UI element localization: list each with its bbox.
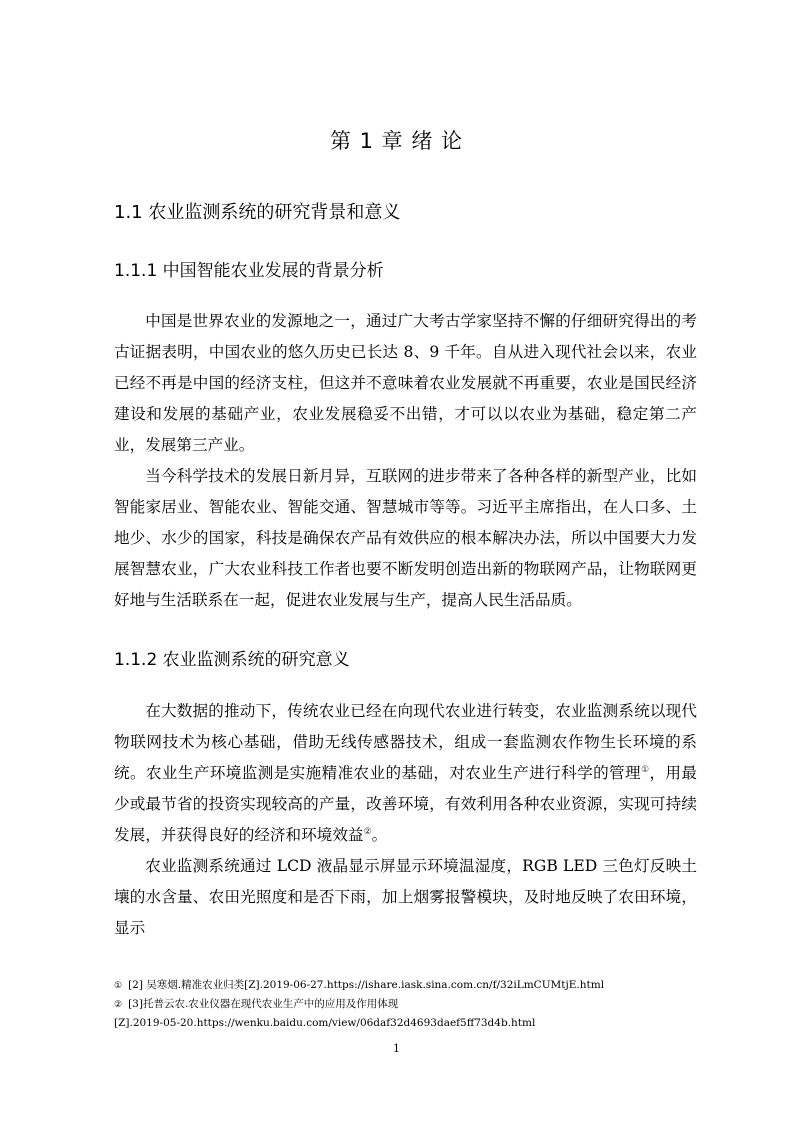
paragraph xyxy=(114,696,697,851)
paragraph: 农业监测系统通过 LCD 液晶显示屏显示环境温湿度，RGB LED 三色灯反映土壤的水含量、农田光照度和是否下雨，加上烟雾报警模块，及时地反映了农田环境，显示 xyxy=(114,857,697,937)
footnote xyxy=(114,1014,714,1033)
footnote-reference[interactable]: ① xyxy=(640,765,650,775)
footnote-reference[interactable]: ② xyxy=(363,827,372,837)
page-number: 1 xyxy=(393,1042,400,1055)
paragraph-text: 。 xyxy=(371,826,388,844)
footnote xyxy=(114,995,714,1015)
footnote-mark: ① xyxy=(114,981,123,991)
paragraph: 中国是世界农业的发源地之一，通过广大考古学家坚持不懈的仔细研究得出的考古证据表明，中国农业的悠久历史已长达 8、9 千年。自从进入现代社会以来，农业已经不再是中国的经济支柱，但这并不意味着农业发展就不再重要，农业是国民经济建设和发展的基础产业，农业发展稳妥不出错，才可以以农业为基础，稳定第二产业，发展第三产业。 xyxy=(114,312,697,454)
paragraph: 当今科学技术的发展日新月异，互联网的进步带来了各种各样的新型产业，比如智能家居业、智能农业、智能交通、智慧城市等等。习近平主席指出，在人口多、土地少、水少的国家，科技是确保农产品有效供应的根本解决办法，所以中国要大力发展智慧农业，广大农业科技工作者也要不断发明创造出新的物联网产品，让物联网更好地与生活联系在一起，促进农业发展与生产，提高人民生活品质。 xyxy=(114,467,697,609)
footnote-mark: ② xyxy=(114,1000,123,1010)
section-heading-1-1: 1.1 农业监测系统的研究背景和意义 xyxy=(114,202,401,223)
section-heading-1-1-2: 1.1.2 农业监测系统的研究意义 xyxy=(114,650,350,670)
paragraph-text: 在大数据的推动下，传统农业已经在向现代农业进行转变，农业监测系统以现代物联网技术为核心基础，借助无线传感器技术，组成一套监测农作物生长环境的系统。农业生产环境监测是实施精准农业的基础，对农业生产进行科学的管理 xyxy=(114,702,697,782)
footnote-text: [3]托普云农.农业仪器在现代农业生产中的应用及作用体现 xyxy=(128,998,399,1010)
footnote-text: [2] 吴寒烟.精准农业归类[Z].2019-06-27.https://ishare.iask.sina.com.cn/f/32iLmCUMtjE.html xyxy=(128,979,605,991)
footnote xyxy=(114,976,714,996)
footnote-text: [Z].2019-05-20.https://wenku.baidu.com/view/06daf32d4693daef5ff73d4b.html xyxy=(114,1017,536,1029)
paragraph-text: ，用最少或最节省的投资实现较高的产量，改善环境，有效利用各种农业资源，实现可持续发展，并获得良好的经济和环境效益 xyxy=(114,764,697,844)
section-heading-1-1-1: 1.1.1 中国智能农业发展的背景分析 xyxy=(114,261,384,281)
chapter-title: 第 1 章 绪 论 xyxy=(329,129,464,153)
